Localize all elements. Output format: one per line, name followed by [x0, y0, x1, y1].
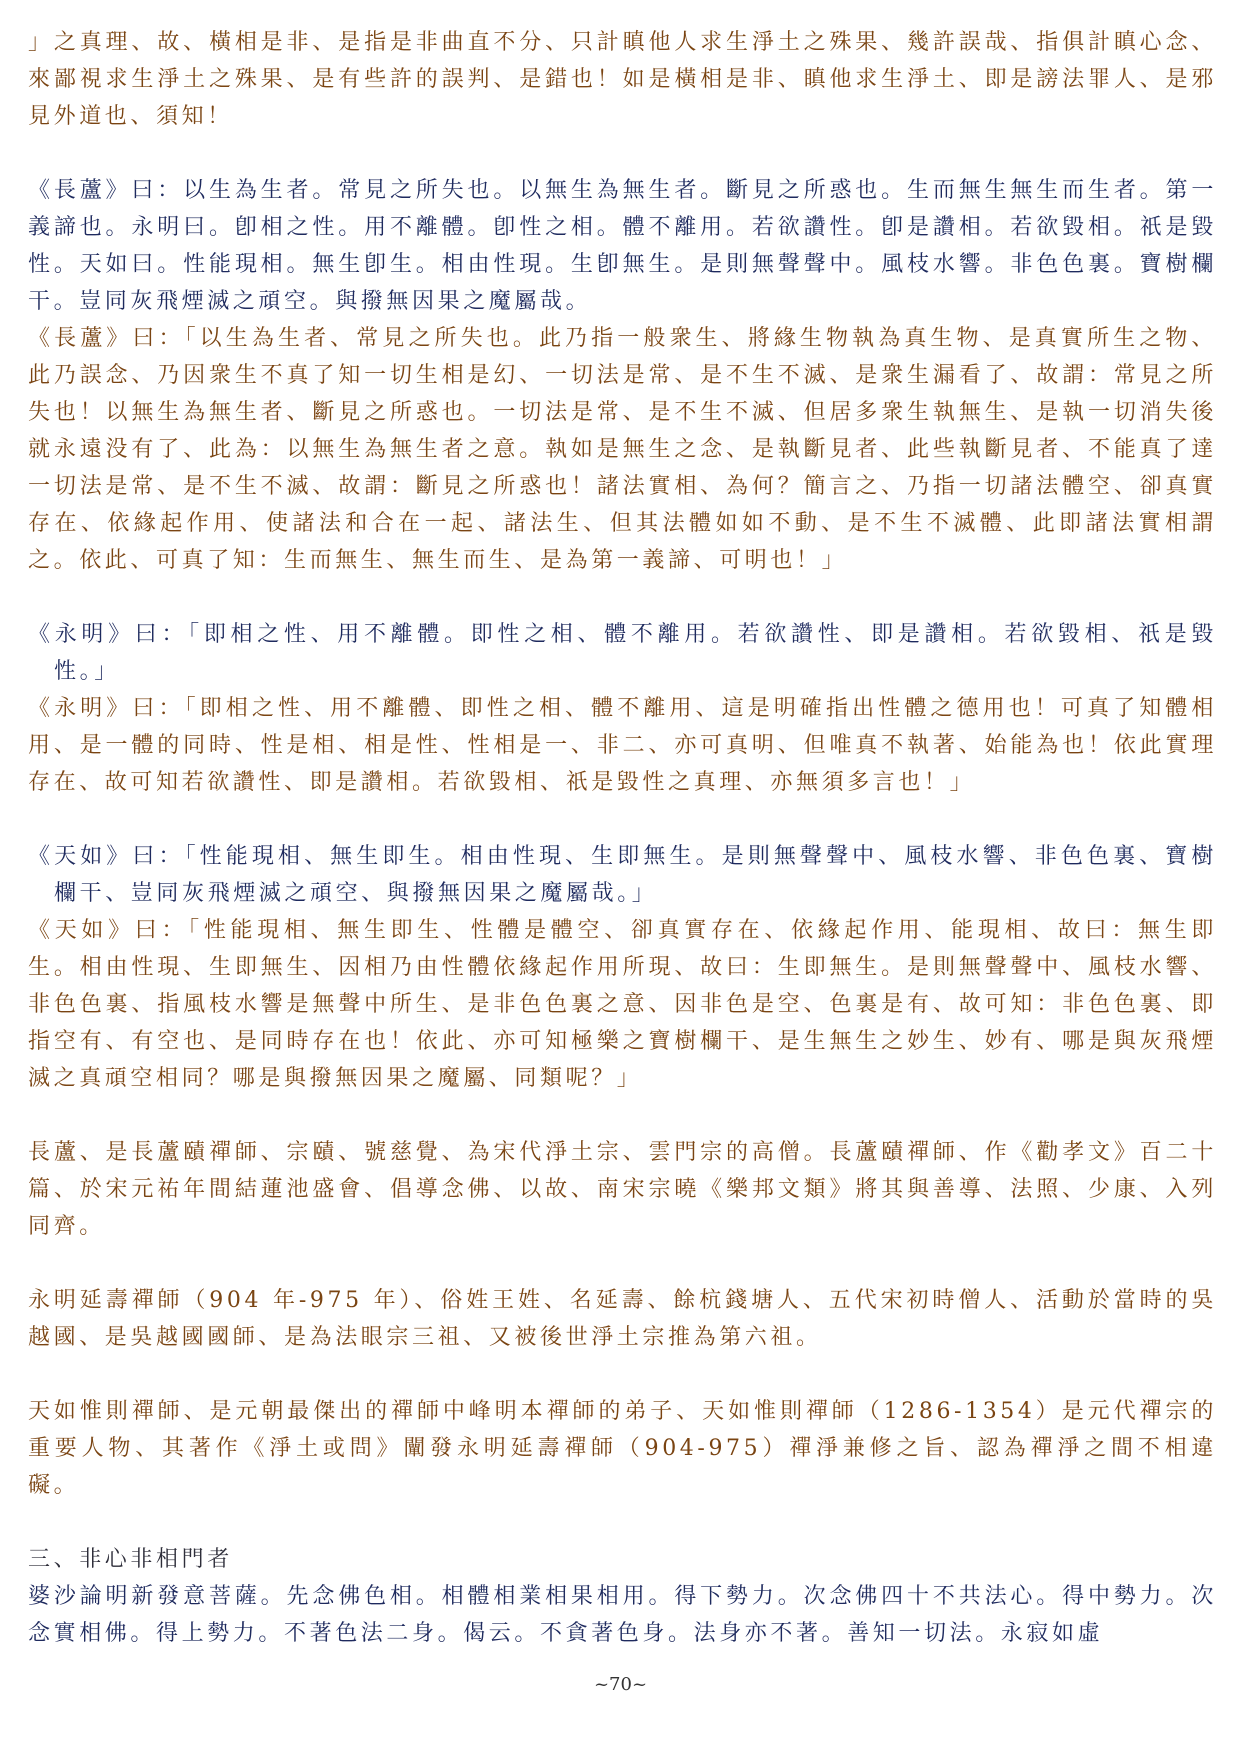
paragraph-gap: [28, 1356, 1217, 1393]
paragraph-changlu-bio: 長蘆、是長蘆賾禪師、宗賾、號慈覺、為宋代淨土宗、雲門宗的高僧。長蘆賾禪師、作《勸孝文》百二十篇、於宋元祐年間結蓮池盛會、倡導念佛、以故、南宋宗曉《樂邦文類》將其與善導、法照、少康、入列同齊。: [28, 1140, 1217, 1239]
paragraph-quote-source: 《長蘆》曰：以生為生者。常見之所失也。以無生為無生者。斷見之所惑也。生而無生無生而生者。第一義諦也。永明曰。卽相之性。用不離體。卽性之相。體不離用。若欲讚性。卽是讚相。若欲毀相。祇是毀性。天如曰。性能現相。無生卽生。相由性現。生卽無生。是則無聲聲中。風枝水響。非色色裏。寶樹欄干。豈同灰飛煙滅之頑空。與撥無因果之魔屬哉。: [28, 178, 1217, 314]
paragraph-yongming-bio: 永明延壽禪師（904 年-975 年）、俗姓王姓、名延壽、餘杭錢塘人、五代宋初時僧人、活動於當時的吳越國、是吳越國國師、是為法眼宗三祖、又被後世淨土宗推為第六祖。: [28, 1288, 1217, 1350]
paragraph-tianru-quote: 《天如》曰：「性能現相、無生即生。相由性現、生即無生。是則無聲聲中、風枝水響、非色色裏、寶樹欄干、豈同灰飛煙滅之頑空、與撥無因果之魔屬哉。」: [28, 844, 1217, 906]
paragraph-gap: [28, 801, 1217, 838]
paragraph-tianru-commentary: 《天如》曰：「性能現相、無生即生、性體是體空、卻真實存在、依緣起作用、能現相、故曰：無生即生。相由性現、生即無生、因相乃由性體依緣起作用所現、故曰：生即無生。是則無聲聲中、風枝水響、非色色裏、指風枝水響是無聲中所生、是非色色裏之意、因非色是空、色裏是有、故可知：非色色裏、即指空有、有空也、是同時存在也！依此、亦可知極樂之寶樹欄干、是生無生之妙生、妙有、哪是與灰飛煙滅之真頑空相同？哪是與撥無因果之魔屬、同類呢？」: [28, 918, 1217, 1091]
paragraph-gap: [28, 1245, 1217, 1282]
paragraph-yongming-commentary: 《永明》曰：「即相之性、用不離體、即性之相、體不離用、這是明確指出性體之德用也！可真了知體相用、是一體的同時、性是相、相是性、性相是一、非二、亦可真明、但唯真不執著、始能為也！依此實理存在、故可知若欲讚性、即是讚相。若欲毀相、祇是毀性之真理、亦無須多言也！」: [28, 696, 1217, 795]
paragraph-yongming-quote: 《永明》曰：「即相之性、用不離體。即性之相、體不離用。若欲讚性、即是讚相。若欲毀相、祇是毀性。」: [28, 622, 1217, 684]
paragraph-gap: [28, 1097, 1217, 1134]
paragraph-vibhasa-quote: 婆沙論明新發意菩薩。先念佛色相。相體相業相果相用。得下勢力。次念佛四十不共法心。得中勢力。次念實相佛。得上勢力。不著色法二身。偈云。不貪著色身。法身亦不著。善知一切法。永寂如虛: [28, 1584, 1217, 1646]
page-number: ~70~: [593, 1674, 648, 1695]
paragraph-gap: [28, 1504, 1217, 1541]
paragraph-gap: [28, 135, 1217, 172]
section-heading: 三、非心非相門者: [28, 1547, 233, 1572]
paragraph-commentary-continued: 」之真理、故、橫相是非、是指是非曲直不分、只計瞋他人求生淨土之殊果、幾許誤哉、指俱計瞋心念、來鄙視求生淨土之殊果、是有些許的誤判、是錯也！如是橫相是非、瞋他求生淨土、即是謗法罪人、是邪見外道也、須知！: [28, 30, 1217, 129]
paragraph-gap: [28, 579, 1217, 616]
paragraph-tianru-bio: 天如惟則禪師、是元朝最傑出的禪師中峰明本禪師的弟子、天如惟則禪師（1286-1354）是元代禪宗的重要人物、其著作《淨土或問》闡發永明延壽禪師（904-975）禪淨兼修之旨、認為禪淨之間不相違礙。: [28, 1399, 1217, 1498]
paragraph-changlu-commentary: 《長蘆》曰：「以生為生者、常見之所失也。此乃指一般衆生、將緣生物執為真生物、是真實所生之物、此乃誤念、乃因衆生不真了知一切生相是幻、一切法是常、是不生不滅、是衆生漏看了、故謂：常見之所失也！以無生為無生者、斷見之所惑也。一切法是常、是不生不滅、但居多衆生執無生、是執一切消失後就永遠没有了、此為：以無生為無生者之意。執如是無生之念、是執斷見者、此些執斷見者、不能真了達一切法是常、是不生不滅、故謂：斷見之所惑也！諸法實相、為何？簡言之、乃指一切諸法體空、卻真實存在、依緣起作用、使諸法和合在一起、諸法生、但其法體如如不動、是不生不滅體、此即諸法實相謂之。依此、可真了知：生而無生、無生而生、是為第一義諦、可明也！」: [28, 326, 1217, 573]
